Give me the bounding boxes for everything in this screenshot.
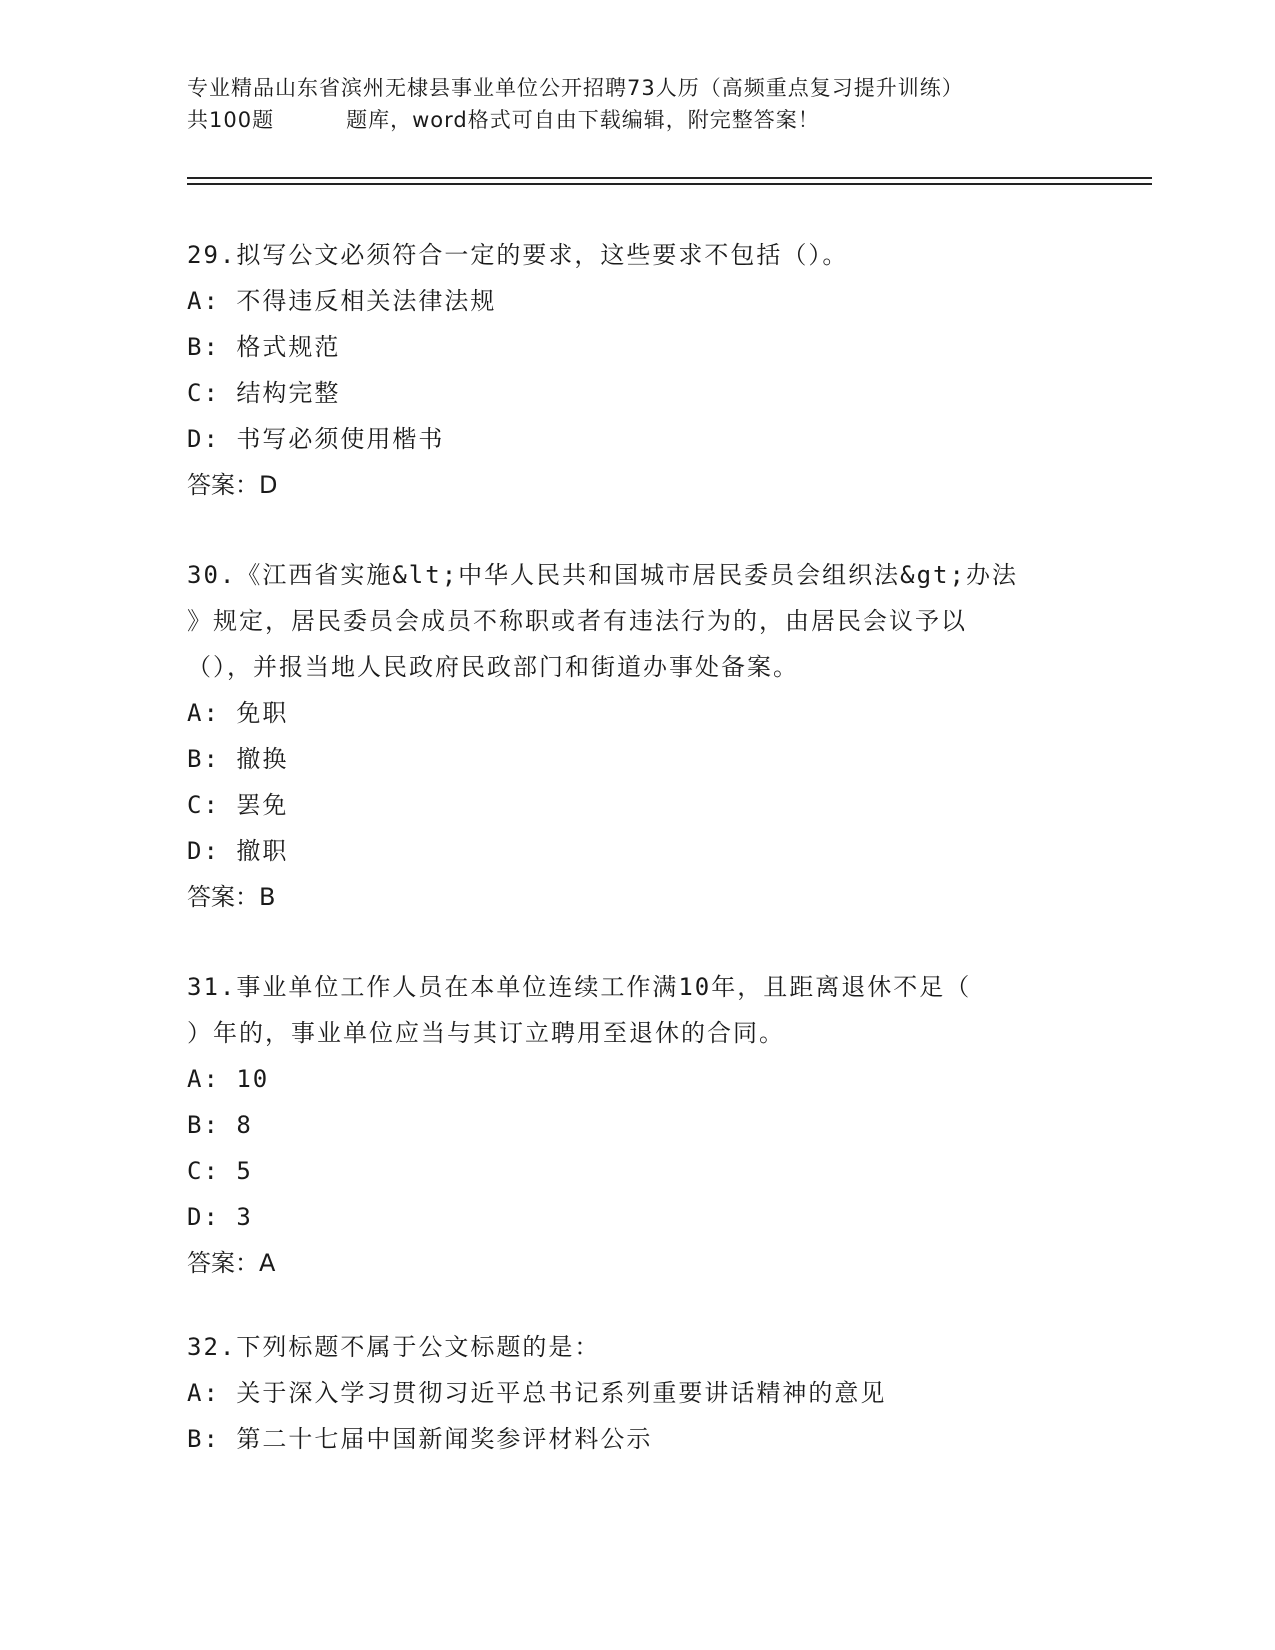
question-list bbox=[187, 232, 1147, 1506]
option-b: B: 第二十七届中国新闻奖参评材料公示 bbox=[187, 1425, 653, 1453]
option-d: D: 撤职 bbox=[187, 837, 289, 865]
question-stem: 29.拟写公文必须符合一定的要求，这些要求不包括（）。 bbox=[187, 241, 849, 269]
answer: 答案：B bbox=[187, 883, 276, 911]
question-stem: 》规定，居民委员会成员不称职或者有违法行为的，由居民会议予以 bbox=[187, 607, 967, 635]
answer: 答案：A bbox=[187, 1249, 276, 1277]
option-d: D: 3 bbox=[187, 1203, 253, 1231]
document-header bbox=[187, 72, 1147, 136]
question-30 bbox=[187, 552, 1147, 920]
option-a: A: 关于深入学习贯彻习近平总书记系列重要讲话精神的意见 bbox=[187, 1379, 887, 1407]
header-description: 题库，word格式可自由下载编辑，附完整答案！ bbox=[346, 108, 820, 132]
question-29 bbox=[187, 232, 1147, 508]
question-stem: （），并报当地人民政府民政部门和街道办事处备案。 bbox=[187, 653, 799, 681]
question-stem: ）年的，事业单位应当与其订立聘用至退休的合同。 bbox=[187, 1019, 785, 1047]
header-count: 共100题 bbox=[187, 108, 275, 132]
header-title-line2 bbox=[187, 104, 1147, 136]
option-c: C: 罢免 bbox=[187, 791, 289, 819]
header-title-line1: 专业精品山东省滨州无棣县事业单位公开招聘73人历（高频重点复习提升训练） bbox=[187, 76, 964, 100]
option-a: A: 不得违反相关法律法规 bbox=[187, 287, 497, 315]
question-stem: 31.事业单位工作人员在本单位连续工作满10年，且距离退休不足（ bbox=[187, 973, 972, 1001]
answer: 答案：D bbox=[187, 471, 278, 499]
option-c: C: 结构完整 bbox=[187, 379, 341, 407]
header-rule-top bbox=[187, 177, 1152, 179]
option-a: A: 免职 bbox=[187, 699, 289, 727]
question-stem: 30.《江西省实施&lt;中华人民共和国城市居民委员会组织法&gt;办法 bbox=[187, 561, 1018, 589]
header-rule-bottom bbox=[187, 183, 1152, 185]
question-32 bbox=[187, 1324, 1147, 1462]
option-d: D: 书写必须使用楷书 bbox=[187, 425, 445, 453]
question-stem: 32.下列标题不属于公文标题的是： bbox=[187, 1333, 601, 1361]
question-31 bbox=[187, 964, 1147, 1286]
option-b: B: 撤换 bbox=[187, 745, 289, 773]
option-c: C: 5 bbox=[187, 1157, 253, 1185]
option-a: A: 10 bbox=[187, 1065, 270, 1093]
option-b: B: 格式规范 bbox=[187, 333, 341, 361]
option-b: B: 8 bbox=[187, 1111, 253, 1139]
